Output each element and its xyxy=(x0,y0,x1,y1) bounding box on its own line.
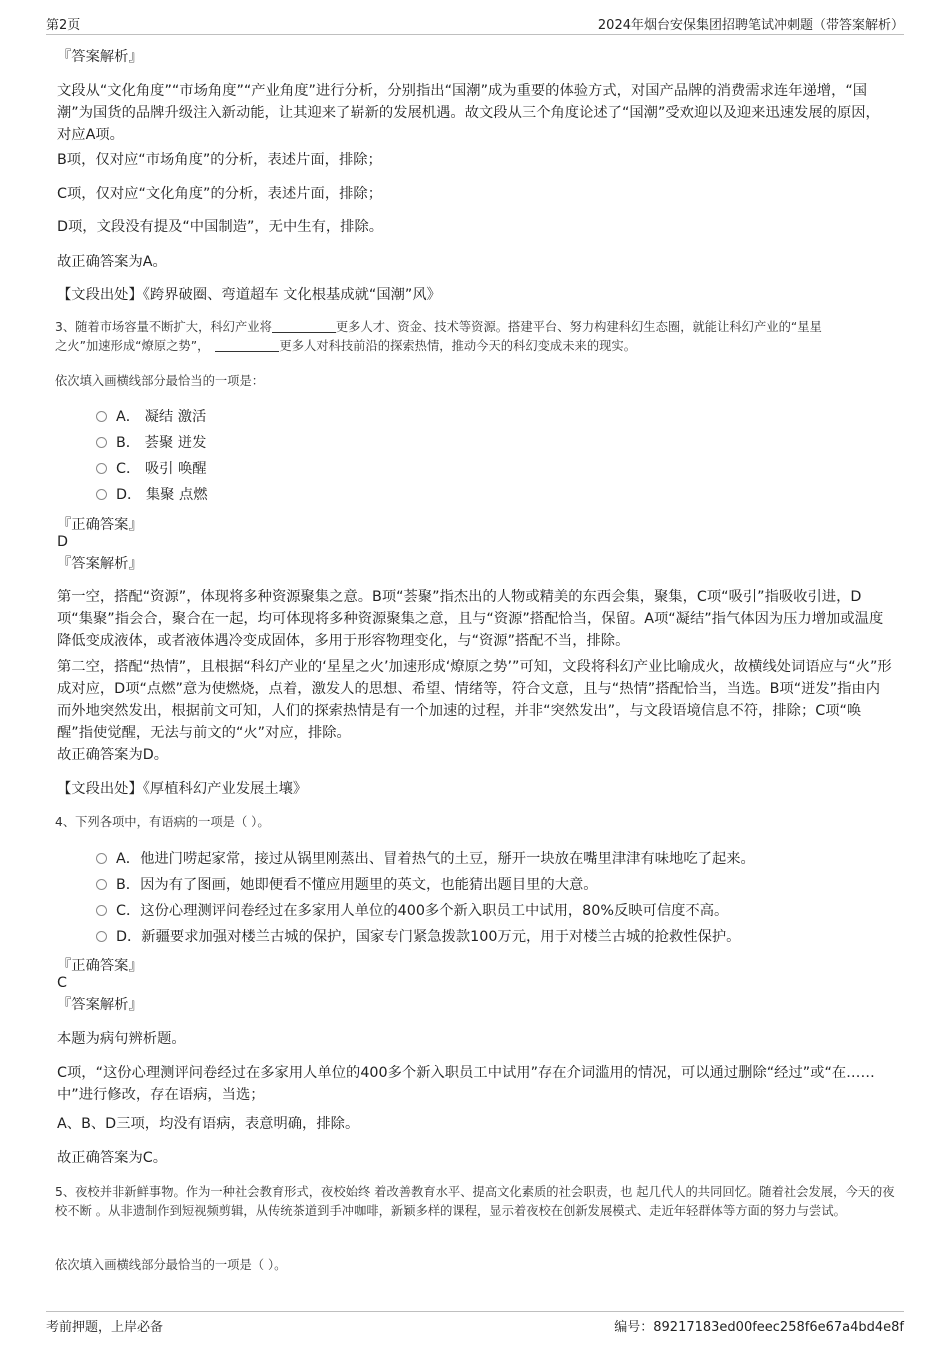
q2-analysis-p3: C项，仅对应“文化角度”的分析，表述片面，排除； xyxy=(57,186,383,202)
q2-source: 【文段出处】《跨界破圈、弯道超车 文化根基成就“国潮”风》 xyxy=(57,287,441,303)
q3-source: 【文段出处】《厚植科幻产业发展土壤》 xyxy=(57,781,308,797)
q4-stem: 4、下列各项中，有语病的一项是（ ）。 xyxy=(55,815,270,829)
q3-blank-1 xyxy=(272,320,336,333)
q3-prompt: 依次填入画横线部分最恰当的一项是： xyxy=(55,374,265,388)
q4-correct-answer: C xyxy=(57,975,67,991)
q3-blank-2 xyxy=(215,339,279,352)
radio-icon[interactable] xyxy=(96,879,107,890)
q3-stem-part2: 更多人才、资金、技术等资源。搭建平台、努力构建科幻生态圈，就能让科幻产业的“星星 xyxy=(335,320,822,334)
q3-stem xyxy=(55,318,895,356)
q3-option-b-label: B． 荟聚 迸发 xyxy=(116,435,207,451)
footer-slogan: 考前押题，上岸必备 xyxy=(46,1320,164,1335)
page-footer xyxy=(46,1311,904,1336)
q4-option-a[interactable] xyxy=(96,849,755,869)
q3-option-a[interactable] xyxy=(96,407,206,427)
q2-analysis-p4: D项，文段没有提及“中国制造”，无中生有，排除。 xyxy=(57,219,384,235)
q3-option-c-label: C． 吸引 唤醒 xyxy=(116,461,207,477)
q3-stem-part1: 3、随着市场容量不断扩大，科幻产业将 xyxy=(55,320,272,334)
q4-analysis-p1: 本题为病句辨析题。 xyxy=(57,1031,186,1047)
radio-icon[interactable] xyxy=(96,931,107,942)
footer-doc-id: 编号：89217183ed00feec258f6e67a4bd4e8f xyxy=(614,1320,904,1335)
q4-option-a-label: A．他进门唠起家常，接过从锅里刚蒸出、冒着热气的土豆，掰开一块放在嘴里津津有味地吃了起来。 xyxy=(116,851,755,867)
q4-analysis-p3: A、B、D三项，均没有语病，表意明确，排除。 xyxy=(57,1116,360,1132)
radio-icon[interactable] xyxy=(96,411,107,422)
radio-icon[interactable] xyxy=(96,853,107,864)
q3-analysis-label: 『答案解析』 xyxy=(57,556,143,572)
q3-option-d[interactable] xyxy=(96,485,208,505)
q5-stem: 5、夜校并非新鲜事物。作为一种社会教育形式，夜校始终 着改善教育水平、提高文化素质的社会职责，也 起几代人的共同回忆。随着社会发展，今天的夜校不断 。从非遗制作到短视频剪辑，从传统茶道到手冲咖啡，新颖多样的课程，显示着夜校在创新发展模式、走近年轻群体等方面的努力与尝试。 xyxy=(55,1185,895,1218)
q3-option-c[interactable] xyxy=(96,459,207,479)
radio-icon[interactable] xyxy=(96,489,107,500)
q3-option-d-label: D． 集聚 点燃 xyxy=(116,487,208,503)
q4-option-d-label: D．新疆要求加强对楼兰古城的保护，国家专门紧急拨款100万元，用于对楼兰古城的抢救性保护。 xyxy=(116,929,741,945)
q3-correct-label: 『正确答案』 xyxy=(57,517,143,533)
radio-icon[interactable] xyxy=(96,905,107,916)
document-title: 2024年烟台安保集团招聘笔试冲刺题（带答案解析） xyxy=(597,18,904,33)
q4-option-d[interactable] xyxy=(96,927,740,947)
q2-analysis-p1: 文段从“文化角度”“市场角度”“产业角度”进行分析，分别指出“国潮”成为重要的体验方式，对国产品牌的消费需求连年递增，“国潮”为国货的品牌升级注入新动能，让其迎来了崭新的发展机遇。故文段从三个角度论述了“国潮”受欢迎以及迎来迅速发展的原因，对应A项。 xyxy=(57,83,880,143)
q3-option-b[interactable] xyxy=(96,433,206,453)
q2-conclusion: 故正确答案为A。 xyxy=(57,254,167,270)
q2-analysis-label: 『答案解析』 xyxy=(57,49,143,65)
q4-option-b[interactable] xyxy=(96,875,598,895)
q3-analysis-p1: 第一空，搭配“资源”，体现将多种资源聚集之意。B项“荟聚”指杰出的人物或精美的东西会集，聚集，C项“吸引”指吸收引进，D项“集聚”指会合，聚合在一起，均可体现将多种资源聚集之意，且与“资源”搭配恰当，保留。A项“凝结”指气体因为压力增加或温度降低变成液体，或者液体遇冷变成固体，多用于形容物理变化，与“资源”搭配不当，排除。 xyxy=(57,589,884,649)
q4-option-c-label: C．这份心理测评问卷经过在多家用人单位的400多个新入职员工中试用，80%反映可信度不高。 xyxy=(116,903,729,919)
q3-stem-part3: 之火”加速形成“燎原之势”， xyxy=(55,339,210,353)
q4-option-c[interactable] xyxy=(96,901,728,921)
q3-option-a-label: A． 凝结 激活 xyxy=(116,409,207,425)
q4-analysis-label: 『答案解析』 xyxy=(57,997,143,1013)
q3-correct-answer: D xyxy=(57,534,69,550)
q4-option-b-label: B．因为有了图画，她即便看不懂应用题里的英文，也能猜出题目里的大意。 xyxy=(116,877,598,893)
q2-analysis-p2: B项，仅对应“市场角度”的分析，表述片面，排除； xyxy=(57,152,382,168)
q4-analysis-p2: C项，“这份心理测评问卷经过在多家用人单位的400多个新入职员工中试用”存在介词滥用的情况，可以通过删除“经过”或“在……中”进行修改，存在语病，当选； xyxy=(57,1065,875,1103)
radio-icon[interactable] xyxy=(96,463,107,474)
q4-correct-label: 『正确答案』 xyxy=(57,958,143,974)
page-number: 第2页 xyxy=(46,18,81,33)
q4-conclusion: 故正确答案为C。 xyxy=(57,1150,168,1166)
q5-prompt: 依次填入画横线部分最恰当的一项是（ ）。 xyxy=(55,1258,287,1272)
page-header xyxy=(46,12,904,35)
q3-conclusion: 故正确答案为D。 xyxy=(57,747,169,763)
radio-icon[interactable] xyxy=(96,437,107,448)
q3-analysis-p2: 第二空，搭配“热情”，且根据“科幻产业的‘星星之火’加速形成‘燎原之势’”可知，文段将科幻产业比喻成火，故横线处词语应与“火”形成对应，D项“点燃”意为使燃烧，点着，激发人的思想、希望、情绪等，符合文意，且与“热情”搭配恰当，当选。B项“迸发”指由内而外地突然发出，根据前文可知，人们的探索热情是有一个加速的过程，并非“突然发出”，与文段语境信息不符，排除；C项“唤醒”指使觉醒，无法与前文的“火”对应，排除。 xyxy=(57,659,892,741)
q3-stem-part4: 更多人对科技前沿的探索热情，推动今天的科幻变成未来的现实。 xyxy=(279,339,637,353)
